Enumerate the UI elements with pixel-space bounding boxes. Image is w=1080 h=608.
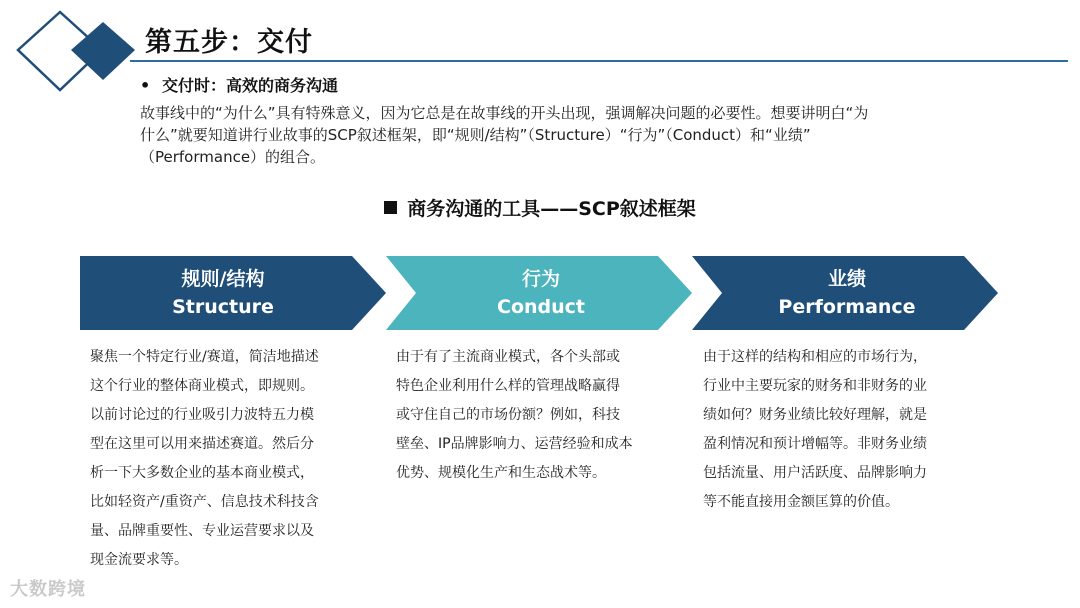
column-line: 量、品牌重要性、专业运营要求以及 — [90, 523, 314, 539]
intro-line: （Performance）的组合。 — [140, 148, 326, 166]
column-line: 聚焦一个特定行业/赛道，简洁地描述 — [90, 349, 319, 365]
column-line: 由于这样的结构和相应的市场行为， — [703, 349, 927, 365]
arrow-title-en: Conduct — [497, 296, 585, 318]
intro-line: 什么”就要知道讲行业故事的SCP叙述框架，即“规则/结构”（Structure）“行为”（Conduct）和“业绩” — [140, 126, 811, 144]
column-line: 由于有了主流商业模式，各个头部或 — [396, 349, 620, 365]
arrow-performance — [692, 256, 998, 330]
arrow-title-cn: 业绩 — [827, 268, 866, 290]
column-line: 包括流量、用户活跃度、品牌影响力 — [703, 465, 927, 481]
watermark-logo — [10, 575, 86, 601]
column-line: 比如轻资产/重资产、信息技术科技含 — [90, 494, 319, 510]
arrow-title-cn: 规则/结构 — [181, 268, 265, 290]
section-heading-text: 商务沟通的工具——SCP叙述框架 — [407, 198, 696, 220]
column-line: 特色企业利用什么样的管理战略赢得 — [396, 378, 620, 394]
arrow-title-en: Performance — [778, 296, 916, 318]
column-line: 绩如何？财务业绩比较好理解，就是 — [703, 407, 927, 423]
intro-paragraph — [140, 102, 1010, 168]
bullet-heading — [140, 73, 338, 96]
arrow-conduct — [386, 256, 692, 330]
column-line: 这个行业的整体商业模式，即规则。 — [90, 378, 314, 394]
page-title: 第五步：交付 — [145, 27, 313, 58]
arrow-label — [80, 265, 366, 321]
bullet-dot: • — [140, 76, 151, 95]
column-text-conduct — [396, 343, 633, 488]
section-heading — [0, 194, 1080, 221]
column-text-structure — [90, 343, 319, 575]
bullet-text: 交付时：高效的商务沟通 — [162, 76, 339, 95]
arrow-title-en: Structure — [172, 296, 274, 318]
column-line: 壁垒、IP品牌影响力、运营经验和成本 — [396, 436, 633, 452]
column-line: 等不能直接用金额匡算的价值。 — [703, 494, 899, 510]
column-line: 现金流要求等。 — [90, 552, 188, 568]
title-underline — [130, 60, 1068, 62]
arrow-label — [398, 265, 684, 321]
column-line: 或守住自己的市场份额？例如，科技 — [396, 407, 620, 423]
arrow-label — [704, 265, 990, 321]
column-line: 盈利情况和预计增幅等。非财务业绩 — [703, 436, 927, 452]
arrow-structure — [80, 256, 386, 330]
column-line: 优势、规模化生产和生态战术等。 — [396, 465, 606, 481]
arrow-title-cn: 行为 — [521, 268, 560, 290]
intro-line: 故事线中的“为什么”具有特殊意义，因为它总是在故事线的开头出现，强调解决问题的必要性。想要讲明白“为 — [140, 104, 869, 122]
column-line: 以前讨论过的行业吸引力波特五力模 — [90, 407, 314, 423]
column-text-performance — [703, 343, 927, 517]
square-bullet-icon — [384, 201, 397, 214]
column-line: 行业中主要玩家的财务和非财务的业 — [703, 378, 927, 394]
corner-diamond-logo — [0, 0, 150, 100]
watermark-text: 大数跨境 — [10, 579, 86, 600]
column-line: 析一下大多数企业的基本商业模式， — [90, 465, 314, 481]
column-line: 型在这里可以用来描述赛道。然后分 — [90, 436, 314, 452]
